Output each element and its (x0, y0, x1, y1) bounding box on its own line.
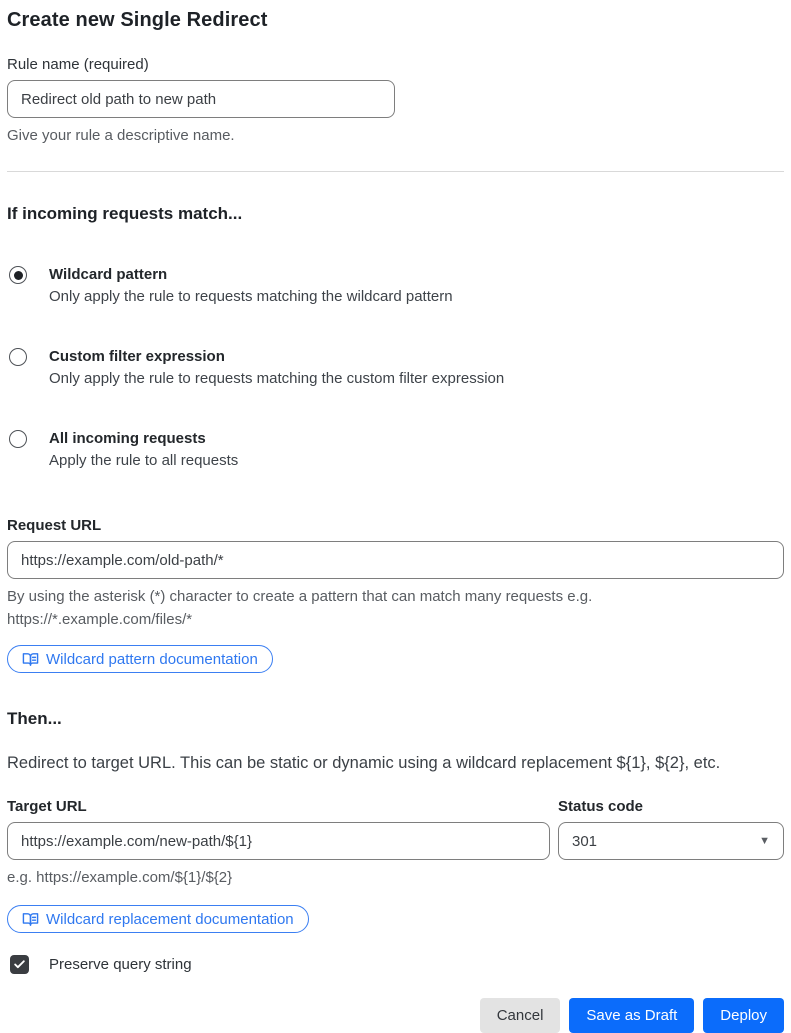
request-url-input[interactable] (7, 541, 784, 579)
footer-actions (7, 998, 784, 1033)
status-code-select[interactable] (558, 822, 784, 860)
preserve-query-row (7, 955, 784, 974)
request-url-help-line-1: By using the asterisk (*) character to create a pattern that can match many requests e.g. (7, 588, 593, 605)
then-description: Redirect to target URL. This can be static or dynamic using a wildcard replacement ${1}, ${2}, etc. (7, 754, 721, 772)
check-icon (13, 958, 26, 971)
deploy-button[interactable]: Deploy (703, 998, 784, 1033)
target-url-help: e.g. https://example.com/${1}/${2} (7, 869, 233, 886)
radio-option-custom-filter[interactable] (7, 346, 784, 390)
status-code-label: Status code (558, 798, 644, 815)
page-title: Create new Single Redirect (7, 9, 268, 31)
radio-option-label: All incoming requests (49, 430, 206, 447)
radio-option-all-requests[interactable] (7, 428, 784, 472)
rule-name-input[interactable] (7, 80, 395, 118)
radio-option-description: Only apply the rule to requests matching the custom filter expression (49, 370, 505, 387)
preserve-query-checkbox[interactable] (10, 955, 29, 974)
radio-option-label: Custom filter expression (49, 348, 225, 365)
target-url-label: Target URL (7, 798, 87, 815)
section-divider (7, 171, 784, 172)
doc-button-label: Wildcard pattern documentation (46, 650, 258, 668)
cancel-button[interactable]: Cancel (480, 998, 561, 1033)
radio-button-icon[interactable] (9, 430, 27, 448)
radio-button-icon[interactable] (9, 348, 27, 366)
radio-button-icon[interactable] (9, 266, 27, 284)
wildcard-replacement-doc-button[interactable] (7, 905, 309, 933)
save-as-draft-button[interactable]: Save as Draft (569, 998, 694, 1033)
radio-option-description: Only apply the rule to requests matching the wildcard pattern (49, 288, 453, 305)
match-section-heading: If incoming requests match... (7, 204, 243, 223)
book-open-icon (22, 651, 39, 668)
request-url-label: Request URL (7, 517, 102, 534)
radio-option-label: Wildcard pattern (49, 266, 168, 283)
request-url-help (7, 585, 784, 631)
wildcard-pattern-doc-button[interactable] (7, 645, 273, 673)
request-url-help-line-2: https://*.example.com/files/* (7, 611, 193, 628)
rule-name-label: Rule name (required) (7, 56, 149, 73)
match-type-radio-group (7, 264, 784, 472)
status-code-value: 301 (572, 832, 598, 850)
then-section-heading: Then... (7, 709, 62, 728)
chevron-down-icon: ▼ (759, 834, 770, 847)
radio-option-description: Apply the rule to all requests (49, 452, 239, 469)
preserve-query-label: Preserve query string (49, 956, 192, 973)
radio-option-wildcard-pattern[interactable] (7, 264, 784, 308)
rule-name-help: Give your rule a descriptive name. (7, 127, 235, 144)
book-open-icon (22, 911, 39, 928)
doc-button-label: Wildcard replacement documentation (46, 910, 294, 928)
target-url-input[interactable] (7, 822, 550, 860)
